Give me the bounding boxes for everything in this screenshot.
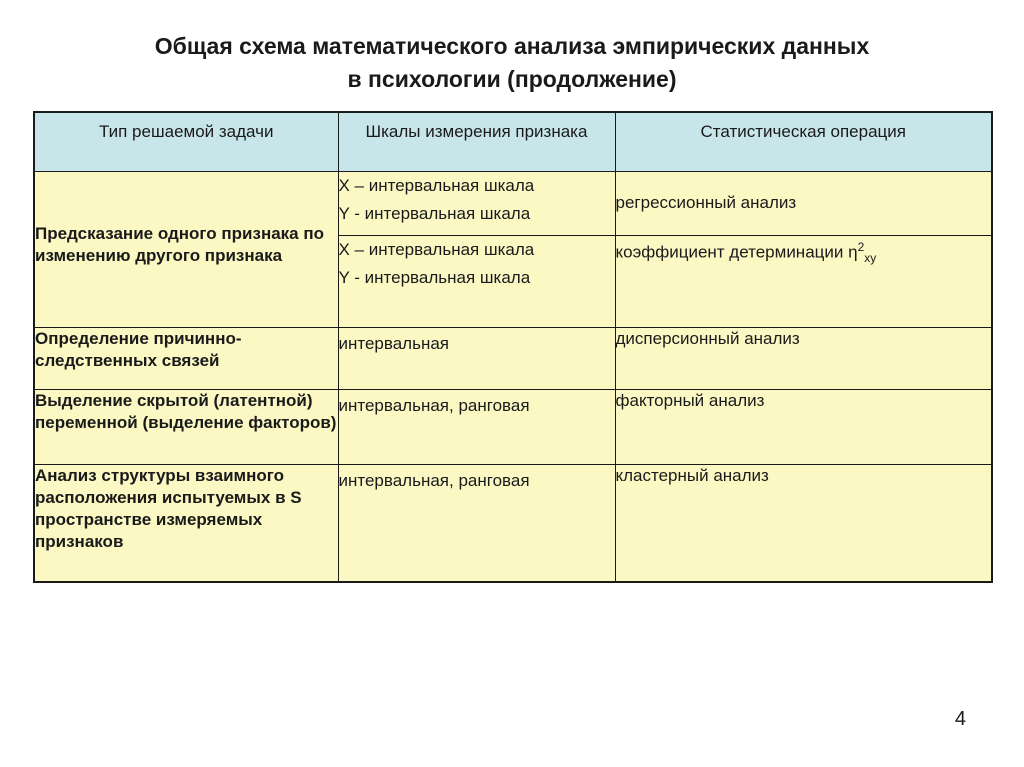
slide-title-line1: Общая схема математического анализа эмпирических данных [154,33,870,59]
scale-cell [338,464,615,582]
operation-sup: 2 [857,239,865,254]
slide-title-line2: в психологии (продолжение) [347,66,677,92]
scale-cell [338,327,615,389]
page-number: 4 [954,708,966,730]
header-task: Тип решаемой задачи [34,112,338,171]
operation-cell: факторный анализ [615,389,992,464]
operation-cell: регрессионный анализ [615,171,992,235]
task-cell: Предсказание одного признака по изменению другого признака [34,171,338,327]
scale-cell [338,389,615,464]
scale-value: интервальная, ранговая [338,395,530,415]
task-cell: Выделение скрытой (латентной) переменной (выделение факторов) [34,389,338,464]
table-row [34,327,992,389]
scale-value: интервальная, ранговая [338,470,530,490]
operation-text: коэффициент детерминации η [615,242,858,262]
scale-value: интервальная [338,333,450,353]
table-header-row [34,112,992,171]
table-row [34,389,992,464]
table-row [34,171,992,235]
scale-y: Y - интервальная шкала [338,267,531,287]
slide-title [0,30,1024,96]
scale-x: X – интервальная шкала [338,239,535,259]
scale-y: Y - интервальная шкала [338,203,531,223]
operation-cell: кластерный анализ [615,464,992,582]
header-operation: Статистическая операция [615,112,992,171]
table-row [34,464,992,582]
scale-cell [338,235,615,327]
header-scale: Шкалы измерения признака [338,112,615,171]
scale-x: X – интервальная шкала [338,175,535,195]
operation-cell [615,235,992,327]
scale-cell [338,171,615,235]
operation-cell: дисперсионный анализ [615,327,992,389]
analysis-table [33,111,993,583]
operation-sub: xy [864,250,877,265]
task-cell: Определение причинно-следственных связей [34,327,338,389]
task-cell: Анализ структуры взаимного расположения испытуемых в S пространстве измеряемых признаков [34,464,338,582]
